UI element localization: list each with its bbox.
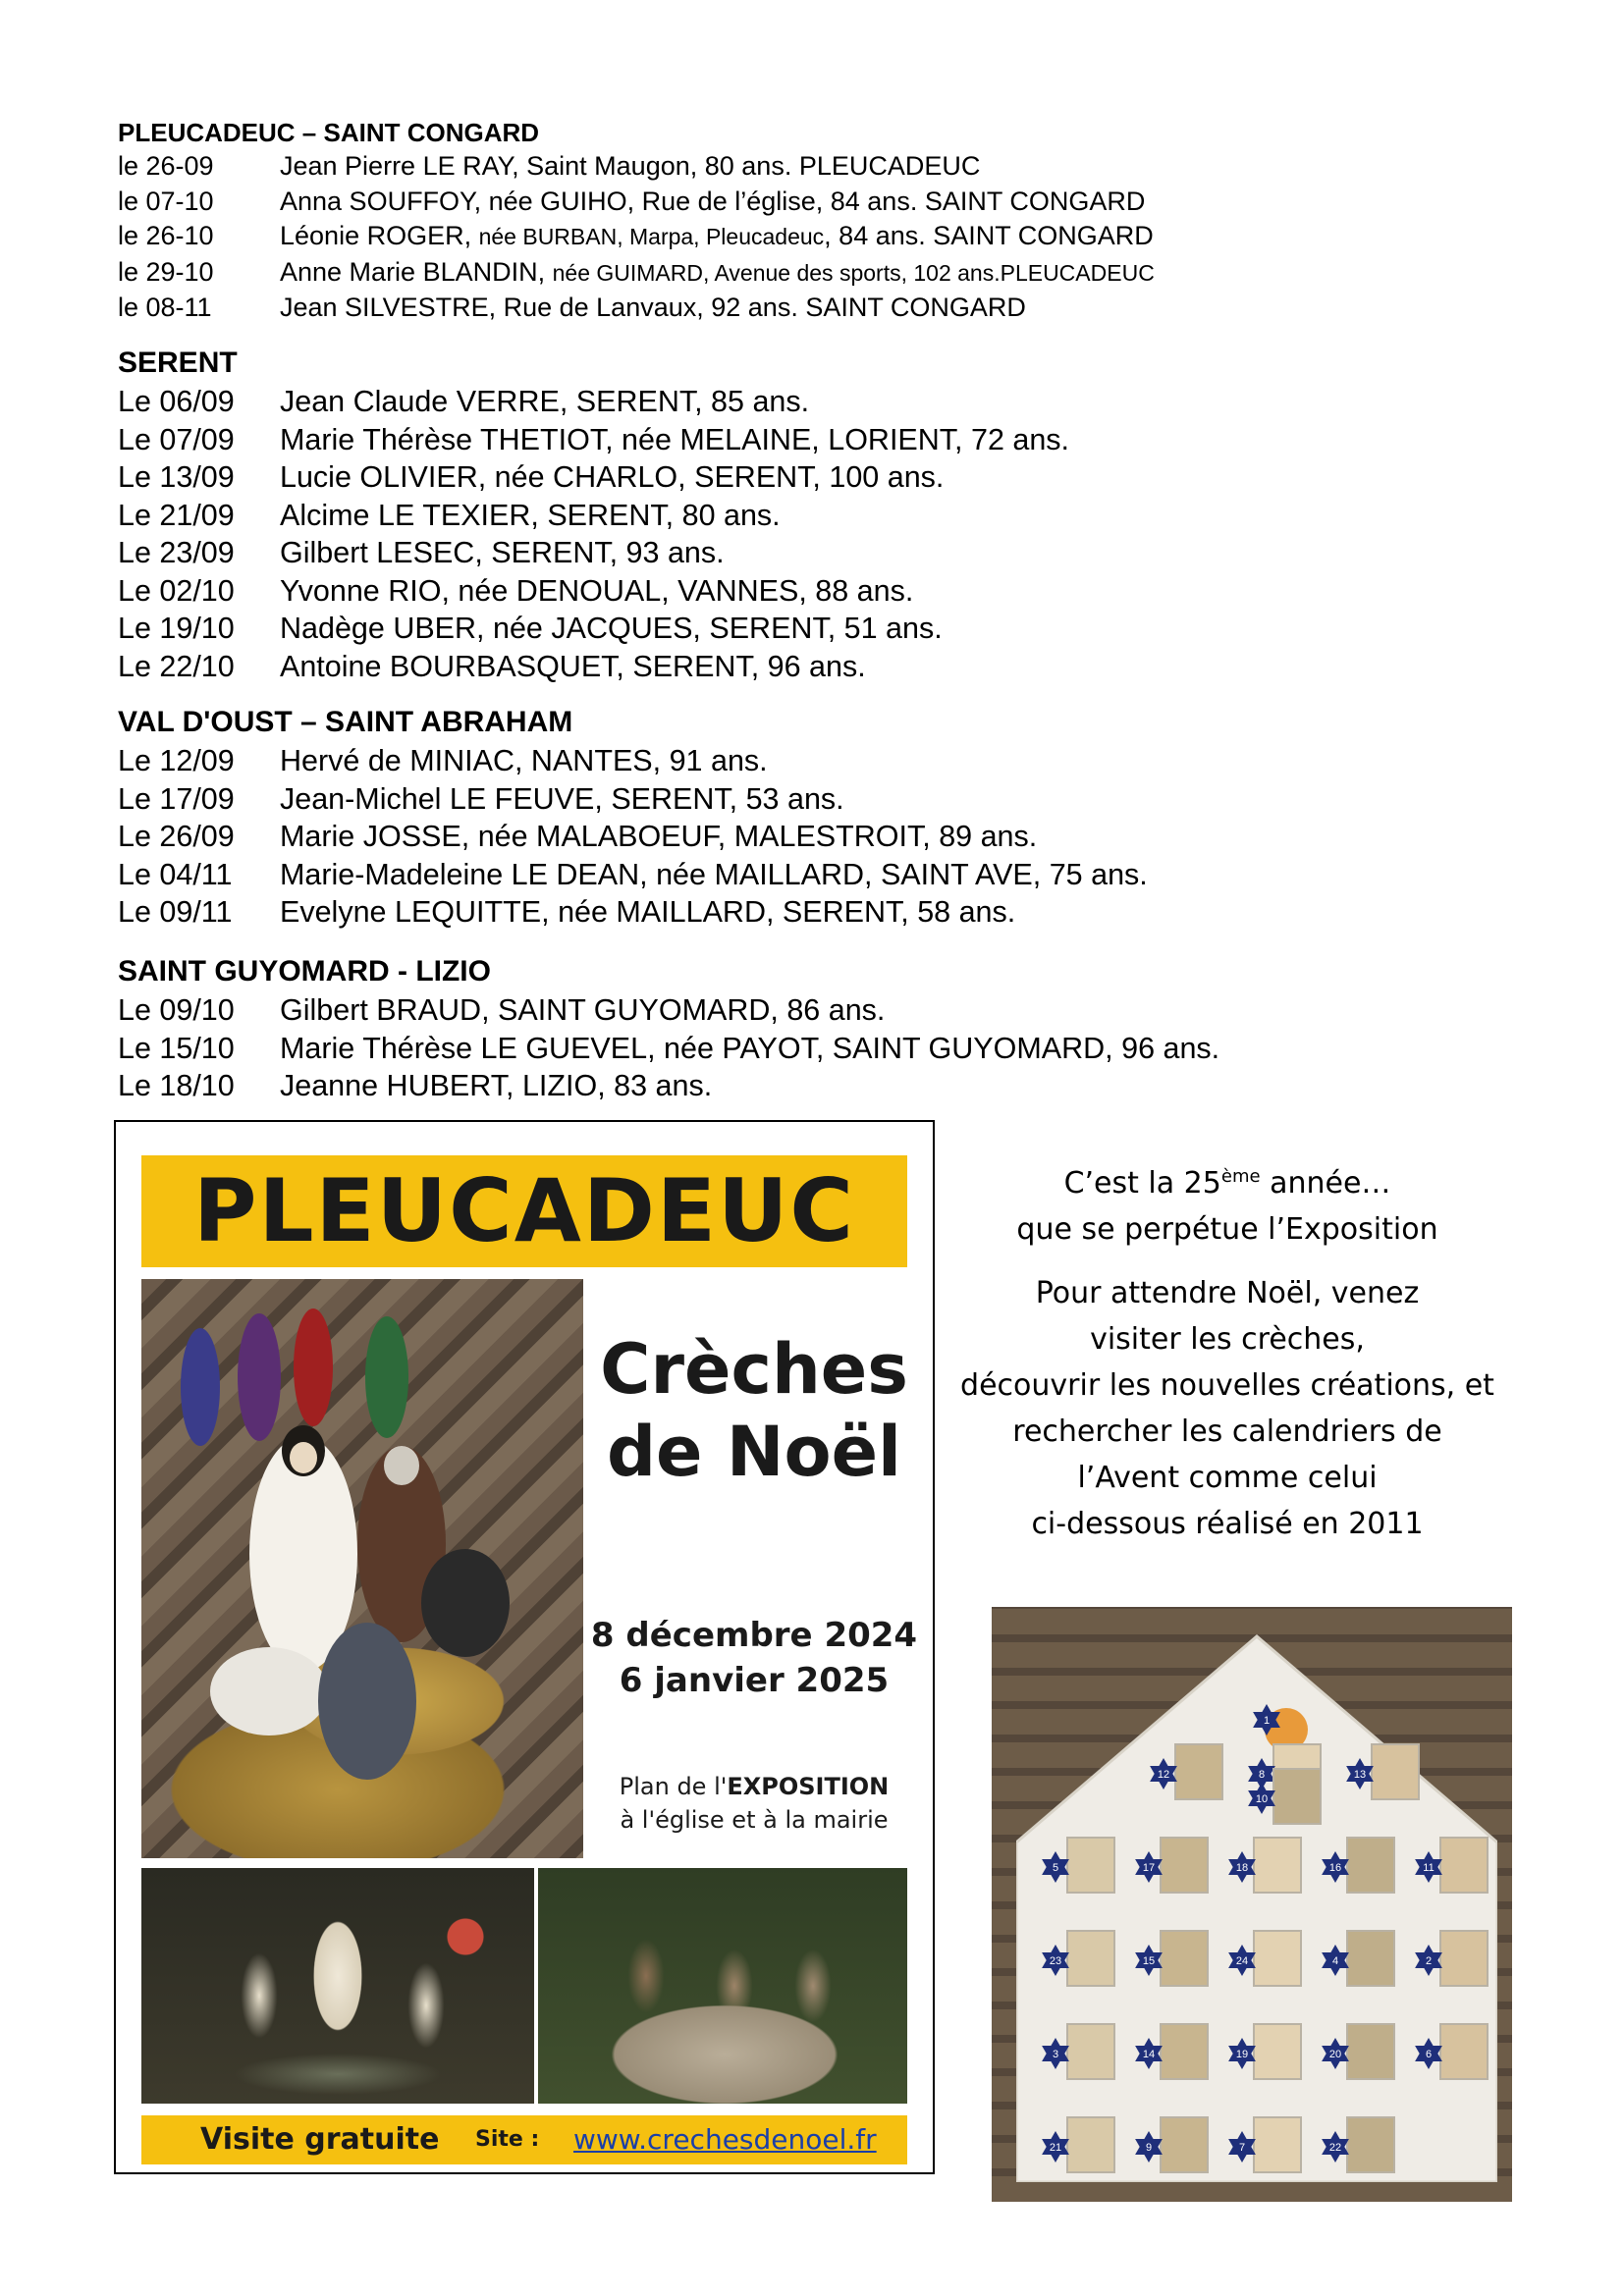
section-serent (118, 344, 1069, 685)
calendar-door (1347, 2117, 1394, 2172)
calendar-day-number: 15 (1142, 1955, 1156, 1967)
description-text: C’est la 25 (1063, 1166, 1221, 1201)
white-figurines-photo (141, 1868, 534, 2104)
calendar-door (1067, 2117, 1114, 2172)
entry-text: Evelyne LEQUITTE, née MAILLARD, SERENT, 58 ans. (280, 895, 1016, 929)
calendar-door (1067, 2024, 1114, 2079)
entry-date: Le 21/09 (118, 498, 235, 532)
poster-plan-prefix: Plan de l' (619, 1773, 728, 1800)
list-item (118, 1030, 1219, 1068)
list-item (118, 780, 1148, 819)
section-saint-guyomard (118, 952, 1219, 1105)
list-item (118, 458, 1069, 497)
list-item (118, 991, 1219, 1030)
list-item (118, 610, 1069, 648)
calendar-door (1347, 2024, 1394, 2079)
list-item (118, 185, 1155, 220)
calendar-day-number: 21 (1049, 2142, 1062, 2154)
entry-date: le 26-10 (118, 221, 214, 250)
calendar-door (1254, 2117, 1301, 2172)
entry-text-part: née GUIMARD, Avenue des sports, 102 ans.PLEUCADEUC (552, 259, 1155, 286)
entry-date: Le 13/09 (118, 460, 235, 494)
entry-date: le 07-10 (118, 186, 214, 216)
description-superscript: ème (1220, 1166, 1261, 1187)
calendar-day-number: 12 (1157, 1769, 1170, 1781)
entry-text: Jean Claude VERRE, SERENT, 85 ans. (280, 385, 810, 418)
poster-site-label: Site : (475, 2127, 540, 2152)
calendar-door (1067, 1931, 1114, 1986)
calendar-door (1067, 1838, 1114, 1893)
exhibition-description (943, 1153, 1512, 1565)
calendar-door (1254, 1838, 1301, 1893)
entry-text: Jean-Michel LE FEUVE, SERENT, 53 ans. (280, 781, 844, 816)
entry-text-part: née BURBAN, Marpa, Pleucadeuc (478, 224, 825, 249)
list-item (118, 572, 1069, 611)
poster-subtitle: Crèches (600, 1329, 908, 1410)
entry-date: Le 09/10 (118, 993, 235, 1027)
list-item (118, 219, 1155, 255)
description-line: ci-dessous réalisé en 2011 (1031, 1507, 1424, 1541)
entry-date: le 08-11 (118, 293, 212, 322)
entry-date: Le 04/11 (118, 857, 233, 891)
nativity-figures-illustration (141, 1279, 583, 1858)
list-item (118, 255, 1155, 292)
entry-text: Marie Thérèse LE GUEVEL, née PAYOT, SAINT GUYOMARD, 96 ans. (280, 1031, 1220, 1065)
poster-visit-text: Visite gratuite (200, 2122, 440, 2157)
calendar-day-number: 8 (1258, 1769, 1266, 1781)
entry-text (280, 255, 1155, 292)
entry-date: Le 07/09 (118, 422, 235, 456)
calendar-door (1440, 1838, 1488, 1893)
calendar-day-number: 17 (1142, 1862, 1156, 1874)
entry-text: Gilbert BRAUD, SAINT GUYOMARD, 86 ans. (280, 993, 886, 1027)
calendar-day-number: 20 (1328, 2049, 1342, 2060)
entry-date: Le 02/10 (118, 573, 235, 608)
calendar-day-number: 4 (1331, 1955, 1339, 1967)
poster-start-date: 8 décembre 2024 (590, 1616, 918, 1655)
calendar-day-number: 5 (1052, 1862, 1059, 1874)
calendar-door (1347, 1838, 1394, 1893)
list-item (118, 149, 1155, 185)
entry-text-part: Anne Marie BLANDIN, (280, 256, 553, 287)
section-val-doust (118, 703, 1148, 932)
calendar-day-number: 7 (1238, 2142, 1246, 2154)
entry-date: Le 06/09 (118, 385, 235, 418)
calendar-door (1161, 2117, 1208, 2172)
poster-footer (141, 2115, 907, 2164)
description-line: que se perpétue l’Exposition (1016, 1212, 1438, 1247)
entry-text: Anna SOUFFOY, née GUIHO, Rue de l’église, 84 ans. SAINT CONGARD (280, 186, 1146, 216)
description-line (943, 1153, 1512, 1206)
entry-date: Le 12/09 (118, 744, 235, 777)
calendar-door (1161, 1838, 1208, 1893)
calendar-day-number: 3 (1052, 2049, 1059, 2060)
description-line: visiter les crèches, (1090, 1322, 1365, 1357)
entry-text: Marie Thérèse THETIOT, née MELAINE, LORIENT, 72 ans. (280, 422, 1070, 456)
calendar-door (1347, 1931, 1394, 1986)
calendar-day-number: 2 (1425, 1955, 1433, 1967)
calendar-day-number: 23 (1049, 1955, 1062, 1967)
entry-text: Jean SILVESTRE, Rue de Lanvaux, 92 ans. SAINT CONGARD (280, 293, 1026, 322)
section-heading: PLEUCADEUC – SAINT CONGARD (118, 118, 540, 147)
entry-date: le 26-09 (118, 151, 214, 181)
list-item (118, 497, 1069, 535)
description-paragraph (943, 1153, 1512, 1253)
list-item (118, 648, 1069, 686)
calendar-day-number: 18 (1235, 1862, 1249, 1874)
poster-plan-line (577, 1770, 931, 1803)
calendar-door (1440, 1931, 1488, 1986)
entry-date: Le 23/09 (118, 536, 235, 569)
list-item (118, 534, 1069, 572)
list-item (118, 421, 1069, 459)
calendar-day-number: 13 (1353, 1769, 1367, 1781)
list-item (118, 893, 1148, 932)
entry-date: Le 22/10 (118, 649, 235, 683)
poster-plan-bold: EXPOSITION (727, 1773, 890, 1800)
list-item (118, 818, 1148, 856)
entry-date: Le 18/10 (118, 1069, 235, 1102)
calendar-door (1440, 2024, 1488, 2079)
section-heading: SERENT (118, 347, 238, 379)
entry-text: Nadège UBER, née JACQUES, SERENT, 51 ans. (280, 612, 943, 645)
calendar-day-number: 19 (1235, 2049, 1249, 2060)
entry-text: Alcime LE TEXIER, SERENT, 80 ans. (280, 498, 781, 532)
list-item (118, 856, 1148, 894)
entry-date: Le 17/09 (118, 781, 235, 816)
calendar-day-number: 6 (1425, 2049, 1433, 2060)
poster-end-date: 6 janvier 2025 (619, 1661, 890, 1700)
entry-text: Jean Pierre LE RAY, Saint Maugon, 80 ans. PLEUCADEUC (280, 151, 981, 181)
entry-text-part: , 84 ans. SAINT CONGARD (824, 221, 1154, 250)
advent-calendar-photo (992, 1607, 1512, 2202)
entry-text: Jeanne HUBERT, LIZIO, 83 ans. (280, 1069, 713, 1102)
list-item (118, 742, 1148, 780)
description-line: l’Avent comme celui (1077, 1461, 1378, 1495)
list-item (118, 383, 1069, 421)
description-line: découvrir les nouvelles créations, et (960, 1368, 1494, 1403)
entry-date: Le 19/10 (118, 612, 235, 645)
list-item (118, 291, 1155, 326)
section-heading: SAINT GUYOMARD - LIZIO (118, 955, 491, 988)
calendar-day-number: 9 (1145, 2142, 1153, 2154)
poster-plan-line: à l'église et à la mairie (620, 1806, 889, 1834)
calendar-day-number: 14 (1142, 2049, 1156, 2060)
entry-text: Antoine BOURBASQUET, SERENT, 96 ans. (280, 649, 866, 683)
entry-text: Hervé de MINIAC, NANTES, 91 ans. (280, 744, 768, 777)
nativity-photo (141, 1279, 583, 1858)
entry-text: Marie-Madeleine LE DEAN, née MAILLARD, SAINT AVE, 75 ans. (280, 857, 1148, 891)
poster-title: PLEUCADEUC (192, 1160, 856, 1261)
entry-date: Le 26/09 (118, 820, 235, 853)
entry-date: Le 09/11 (118, 895, 233, 929)
stone-figurines-photo (538, 1868, 907, 2104)
description-paragraph (943, 1270, 1512, 1547)
entry-date: le 29-10 (118, 256, 214, 287)
description-text: année… (1260, 1166, 1391, 1201)
description-line: rechercher les calendriers de (1012, 1415, 1442, 1449)
calendar-door (1254, 1931, 1301, 1986)
calendar-day-number: 11 (1423, 1862, 1435, 1874)
calendar-door (1161, 1931, 1208, 1986)
entry-text: Yvonne RIO, née DENOUAL, VANNES, 88 ans. (280, 573, 914, 608)
section-heading: VAL D'OUST – SAINT ABRAHAM (118, 706, 573, 738)
section-pleucadeuc (118, 116, 1155, 326)
calendar-day-number: 22 (1328, 2142, 1342, 2154)
entry-text: Marie JOSSE, née MALABOEUF, MALESTROIT, 89 ans. (280, 820, 1038, 853)
calendar-day-number: 1 (1263, 1715, 1271, 1727)
calendar-door (1175, 1744, 1222, 1799)
advent-calendar-doors (1016, 1627, 1497, 2182)
entry-text (280, 219, 1154, 255)
list-item (118, 1067, 1219, 1105)
entry-text: Lucie OLIVIER, née CHARLO, SERENT, 100 ans. (280, 460, 945, 494)
entry-date: Le 15/10 (118, 1031, 235, 1065)
entry-text-part: Léonie ROGER, (280, 221, 479, 250)
calendar-day-number: 16 (1328, 1862, 1342, 1874)
entry-text: Gilbert LESEC, SERENT, 93 ans. (280, 536, 725, 569)
exhibition-poster (114, 1120, 935, 2174)
calendar-day-number: 24 (1235, 1955, 1249, 1967)
poster-subtitle: de Noël (606, 1412, 902, 1492)
calendar-day-number: 10 (1255, 1793, 1269, 1805)
poster-banner (141, 1155, 907, 1267)
poster-site-link[interactable]: www.crechesdenoel.fr (573, 2123, 877, 2156)
calendar-door (1273, 1769, 1321, 1824)
calendar-door (1161, 2024, 1208, 2079)
description-line: Pour attendre Noël, venez (1035, 1276, 1420, 1310)
calendar-door (1372, 1744, 1419, 1799)
calendar-door (1254, 2024, 1301, 2079)
